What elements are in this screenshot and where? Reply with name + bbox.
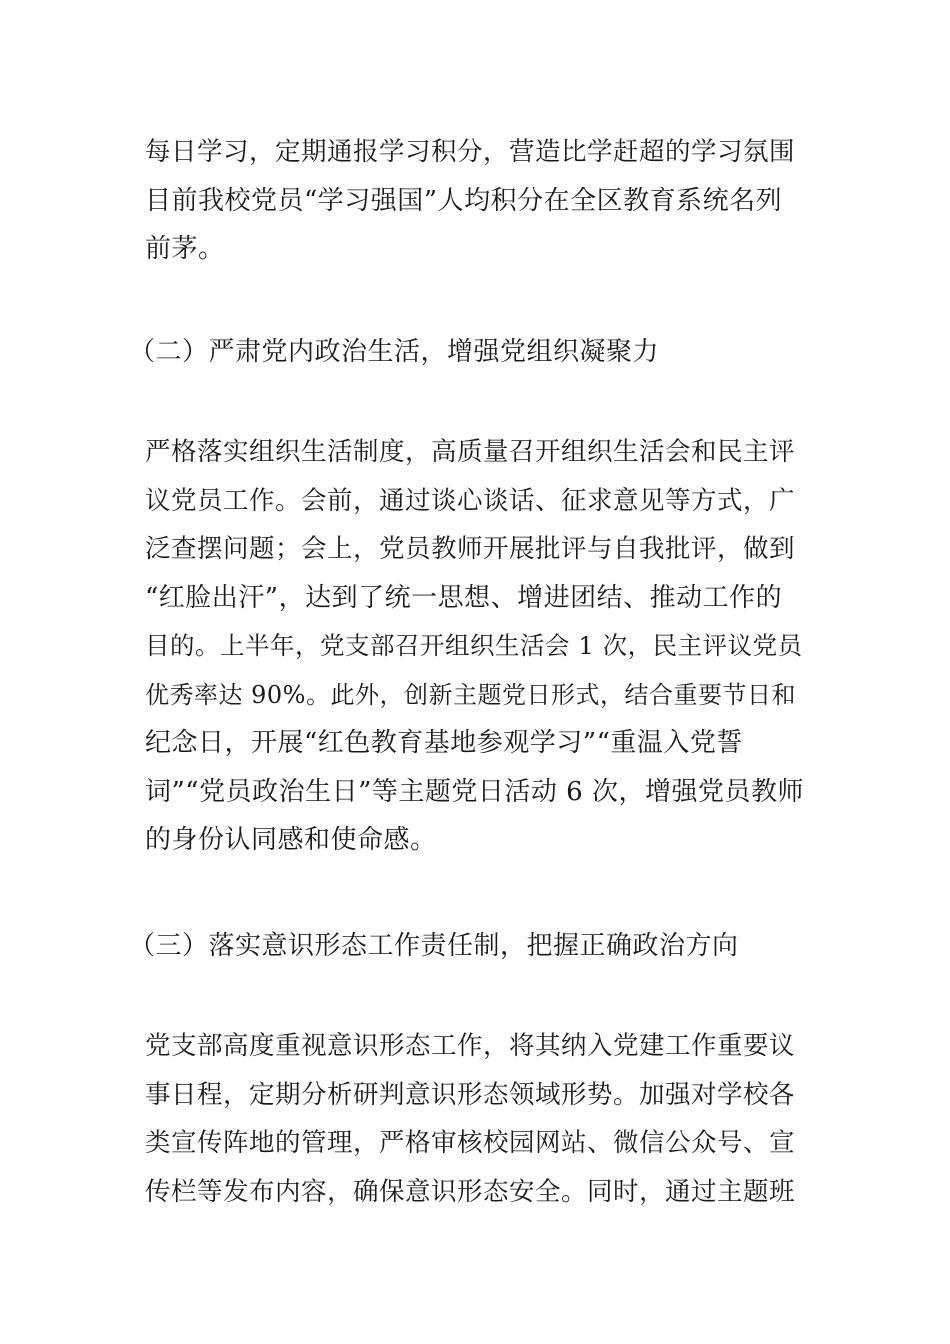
paragraph-line: 传栏等发布内容，确保意识形态安全。同时，通过主题班 <box>145 1176 796 1207</box>
paragraph-line: 词”“党员政治生日”等主题党日活动 6 次，增强党员教师 <box>145 776 804 807</box>
paragraph-line: 优秀率达 90%。此外，创新主题党日形式，结合重要节日和 <box>145 680 796 709</box>
paragraph-line: 泛查摆问题；会上，党员教师开展批评与自我批评，做到 <box>145 534 796 564</box>
paragraph-line: 议党员工作。会前，通过谈心谈话、征求意见等方式，广 <box>145 485 796 516</box>
paragraph-line: 纪念日，开展“红色教育基地参观学习”“重温入党誓 <box>145 728 743 758</box>
paragraph-line: 党支部高度重视意识形态工作，将其纳入党建工作重要议 <box>145 1031 796 1061</box>
section-heading-3: （三）落实意识形态工作责任制，把握正确政治方向 <box>129 931 739 961</box>
paragraph-line: 前茅。 <box>145 234 225 264</box>
paragraph-line: 严格落实组织生活制度，高质量召开组织生活会和民主评 <box>145 437 796 467</box>
paragraph-ideology-work <box>145 1022 807 1216</box>
paragraph-line: 目的。上半年，党支部召开组织生活会 1 次，民主评议党员 <box>145 631 803 660</box>
section-heading-2: （二）严肃党内政治生活，增强党组织凝聚力 <box>129 337 660 367</box>
paragraph-line: “红脸出汗”，达到了统一思想、增进团结、推动工作的 <box>145 582 783 613</box>
paragraph-line: 类宣传阵地的管理，严格审核校园网站、微信公众号、宣 <box>145 1128 796 1158</box>
paragraph-organization-life <box>145 428 807 865</box>
paragraph-line: 目前我校党员“学习强国”人均积分在全区教育系统名列 <box>145 185 783 216</box>
paragraph-study-points <box>145 128 807 274</box>
paragraph-line: 每日学习，定期通报学习积分，营造比学赶超的学习氛围 <box>145 137 796 167</box>
paragraph-line: 的身份认同感和使命感。 <box>145 825 437 855</box>
paragraph-line: 事日程，定期分析研判意识形态领域形势。加强对学校各 <box>145 1079 796 1110</box>
